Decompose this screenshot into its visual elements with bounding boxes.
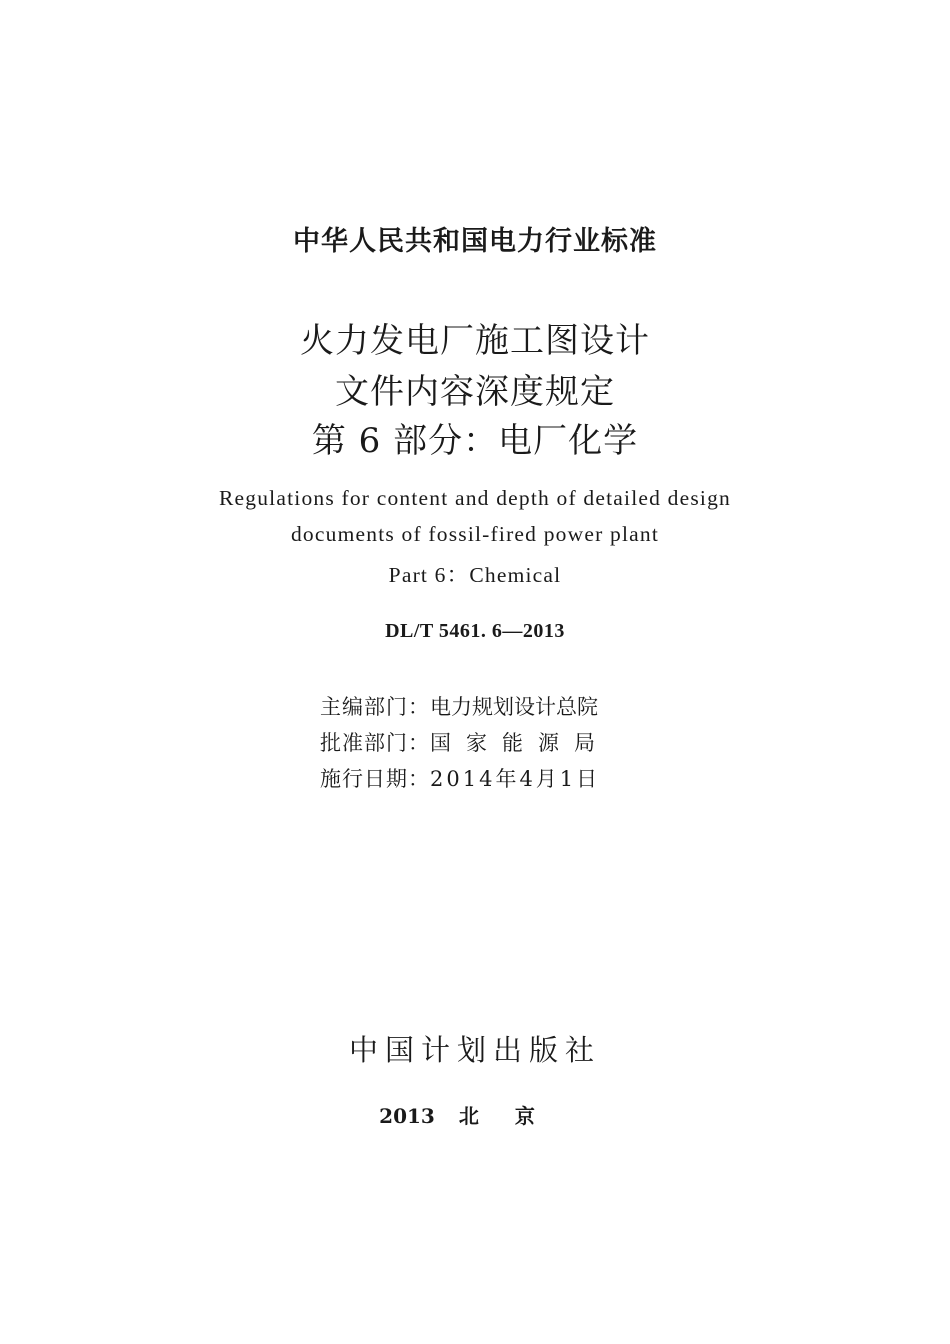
meta-approver-label: 批准部门：: [320, 731, 430, 755]
meta-editor: [320, 692, 610, 728]
title-cn-line-1: 火力发电厂施工图设计: [300, 321, 650, 361]
publication-year-city: [0, 1100, 950, 1129]
title-en-line-3: Part 6：Chemical: [388, 563, 562, 587]
meta-approver: [320, 728, 610, 764]
title-en-line-2: documents of fossil-fired power plant: [290, 522, 659, 546]
publication-city: 北京: [458, 1104, 571, 1128]
meta-effective: [320, 764, 610, 800]
standard-series-header: 中华人民共和国电力行业标准: [293, 226, 657, 257]
meta-effective-label: 施行日期：: [320, 767, 430, 791]
publisher-name: 中国计划出版社: [348, 1033, 601, 1067]
meta-approver-value: 国家能源局: [430, 731, 610, 755]
title-cn-line-2: 文件内容深度规定: [335, 372, 615, 412]
meta-editor-label: 主编部门：: [320, 695, 430, 719]
title-cn-line-3: 第 6 部分：电厂化学: [311, 421, 639, 461]
publication-year: 2013: [379, 1104, 435, 1128]
standard-code: DL/T 5461. 6—2013: [385, 620, 565, 642]
standard-meta: [320, 692, 610, 800]
meta-effective-value: 2014年4月1日: [430, 767, 601, 791]
title-en-line-1: Regulations for content and depth of detailed design: [219, 486, 731, 510]
meta-editor-value: 电力规划设计总院: [430, 695, 598, 719]
